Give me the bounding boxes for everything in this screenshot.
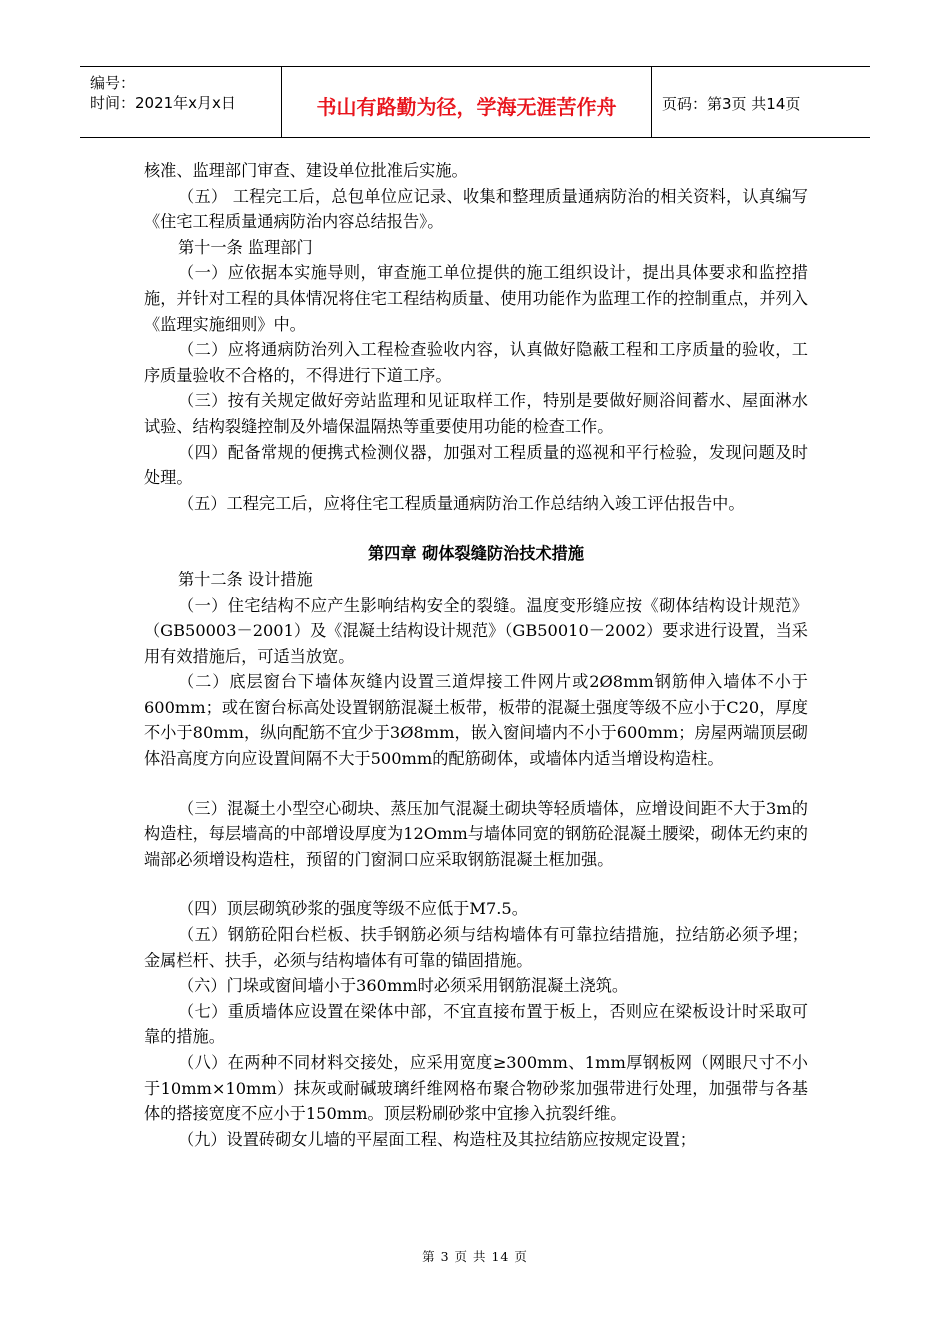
- article-heading: 第十一条 监理部门: [178, 237, 313, 257]
- paragraph: （二）底层窗台下墙体灰缝内设置三道焊接工件网片或2Ø8mm钢筋伸入墙体不小于600mm；或在窗台标高处设置钢筋混凝土板带，板带的混凝土强度等级不应小于C20，厚度不小于80mm，纵向配筋不宜少于3Ø8mm，嵌入窗间墙内不小于600mm；房屋两端顶层砌体沿高度方向应设置间隔不大于500mm的配筋砌体，或墙体内适当增设构造柱。: [144, 672, 808, 769]
- article-heading: 第十二条 设计措施: [178, 569, 313, 589]
- paragraph: （七）重质墙体应设置在梁体中部，不宜直接布置于板上，否则应在梁板设计时采取可靠的措施。: [144, 1001, 808, 1047]
- paragraph: （四）顶层砌筑砂浆的强度等级不应低于M7.5。: [178, 899, 528, 919]
- chapter-title: 第四章 砌体裂缝防治技术措施: [367, 544, 585, 564]
- paragraph: （四）配备常规的便携式检测仪器，加强对工程质量的巡视和平行检验，发现问题及时处理。: [144, 442, 808, 488]
- header-motto: 书山有路勤为径，学海无涯苦作舟: [282, 67, 652, 137]
- header-number: 编号：: [90, 74, 136, 92]
- document-header: [80, 66, 870, 138]
- header-time: 时间：2021年x月x日: [90, 94, 236, 112]
- paragraph: （三）混凝土小型空心砌块、蒸压加气混凝土砌块等轻质墙体，应增设间距不大于3m的构造柱，每层墙高的中部增设厚度为12Omm与墙体同宽的钢筋砼混凝土腰梁，砌体无约束的端部必须增设构造柱，预留的门窗洞口应采取钢筋混凝土框加强。: [144, 798, 808, 869]
- paragraph: （二）应将通病防治列入工程检查验收内容，认真做好隐蔽工程和工序质量的验收，工序质量验收不合格的，不得进行下道工序。: [144, 340, 808, 385]
- paragraph: （一）住宅结构不应产生影响结构安全的裂缝。温度变形缝应按《砌体结构设计规范》（GB50003－2001）及《混凝土结构设计规范》（GB50010－2002）要求进行设置，当采用有效措施后，可适当放宽。: [144, 595, 808, 666]
- paragraph: （一）应依据本实施导则，审查施工单位提供的施工组织设计，提出具体要求和监控措施，并针对工程的具体情况将住宅工程结构质量、使用功能作为监理工作的控制重点，并列入《监理实施细则》中。: [144, 263, 808, 334]
- page-footer: 第 3 页 共 14 页: [422, 1249, 528, 1264]
- paragraph: （八）在两种不同材料交接处，应采用宽度≥300mm、1mm厚钢板网（网眼尺寸不小于10mm×10mm）抹灰或耐碱玻璃纤维网格布聚合物砂浆加强带进行处理，加强带与各基体的搭接宽度不应小于150mm。顶层粉刷砂浆中宜掺入抗裂纤维。: [144, 1053, 808, 1124]
- document-body: [144, 158, 808, 1152]
- paragraph: （五）工程完工后，应将住宅工程质量通病防治工作总结纳入竣工评估报告中。: [178, 493, 745, 513]
- paragraph: （三）按有关规定做好旁站监理和见证取样工作，特别是要做好厕浴间蓄水、屋面淋水试验、结构裂缝控制及外墙保温隔热等重要使用功能的检查工作。: [144, 391, 808, 436]
- paragraph: （五） 工程完工后，总包单位应记录、收集和整理质量通病防治的相关资料，认真编写《住宅工程质量通病防治内容总结报告》。: [144, 186, 808, 232]
- paragraph: （六）门垛或窗间墙小于360mm时必须采用钢筋混凝土浇筑。: [178, 976, 629, 996]
- paragraph: （九）设置砖砌女儿墙的平屋面工程、构造柱及其拉结筋应按规定设置；: [178, 1129, 696, 1149]
- paragraph: （五）钢筋砼阳台栏板、扶手钢筋必须与结构墙体有可靠拉结措施，拉结筋必须予埋；金属栏杆、扶手，必须与结构墙体有可靠的锚固措施。: [144, 925, 808, 970]
- header-page-info: 页码：第3页 共14页: [662, 94, 801, 113]
- paragraph: 核准、监理部门审查、建设单位批准后实施。: [144, 161, 468, 180]
- header-meta: [80, 67, 282, 137]
